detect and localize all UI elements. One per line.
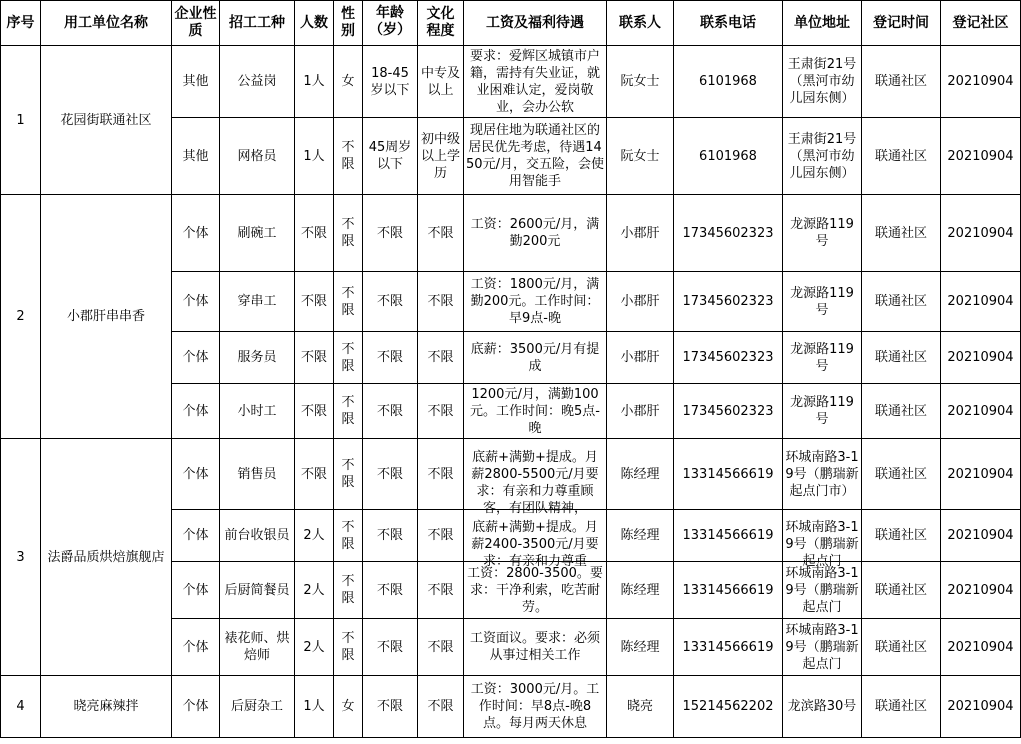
salary-cell xyxy=(464,46,607,118)
table-row xyxy=(1,195,1021,272)
reg-time-text: 联通社区 xyxy=(874,528,927,543)
nature-text: 个体 xyxy=(182,528,209,543)
gender-text: 女 xyxy=(341,74,355,89)
count-cell xyxy=(295,118,334,195)
salary-cell xyxy=(464,384,607,439)
community-text: 20210904 xyxy=(947,294,1014,309)
nature-text: 其他 xyxy=(182,74,209,89)
education-cell xyxy=(418,332,464,384)
count-text: 不限 xyxy=(300,350,327,365)
count-cell xyxy=(295,676,334,738)
phone-text: 13314566619 xyxy=(682,639,774,655)
community-text: 20210904 xyxy=(947,582,1014,598)
header-row xyxy=(1,1,1021,46)
education-text: 不限 xyxy=(427,699,454,714)
phone-text: 15214562202 xyxy=(682,699,774,714)
index-cell: 1 xyxy=(1,46,41,195)
count-text: 不限 xyxy=(300,225,327,241)
community-cell xyxy=(941,384,1021,439)
nature-cell xyxy=(172,118,220,195)
job-cell xyxy=(220,118,295,195)
count-text: 不限 xyxy=(300,294,327,309)
company-cell: 法爵品质烘焙旗舰店 xyxy=(41,439,172,676)
nature-cell xyxy=(172,384,220,439)
age-cell xyxy=(363,384,418,439)
contact-cell xyxy=(607,272,674,332)
count-cell xyxy=(295,195,334,272)
phone-text: 6101968 xyxy=(699,148,757,164)
phone-text: 13314566619 xyxy=(682,582,774,598)
contact-cell xyxy=(607,46,674,118)
header-address: 单位地址 xyxy=(783,1,862,46)
nature-cell xyxy=(172,195,220,272)
contact-cell xyxy=(607,332,674,384)
gender-cell xyxy=(334,272,363,332)
gender-text: 不限 xyxy=(341,285,355,318)
phone-cell xyxy=(674,439,783,510)
phone-cell xyxy=(674,272,783,332)
count-text: 1人 xyxy=(303,148,325,164)
gender-text: 不限 xyxy=(341,519,355,552)
phone-text: 17345602323 xyxy=(682,294,774,309)
salary-cell xyxy=(464,562,607,619)
phone-text: 17345602323 xyxy=(682,225,774,241)
header-reg-time: 登记时间 xyxy=(862,1,941,46)
education-text: 不限 xyxy=(427,582,454,598)
salary-text: 工资面议。要求：必须从事过相关工作 xyxy=(469,631,600,663)
gender-text: 不限 xyxy=(341,217,355,249)
reg-time-cell xyxy=(862,510,941,562)
reg-time-cell xyxy=(862,619,941,676)
reg-time-text: 联通社区 xyxy=(874,466,927,482)
gender-text: 不限 xyxy=(341,458,355,490)
gender-cell xyxy=(334,384,363,439)
salary-cell xyxy=(464,619,607,676)
education-text: 不限 xyxy=(427,403,454,419)
reg-time-cell xyxy=(862,332,941,384)
gender-text: 不限 xyxy=(341,395,355,427)
education-cell xyxy=(418,619,464,676)
community-text: 20210904 xyxy=(947,639,1014,655)
education-cell xyxy=(418,195,464,272)
phone-text: 17345602323 xyxy=(682,350,774,365)
phone-cell xyxy=(674,619,783,676)
nature-cell xyxy=(172,562,220,619)
contact-text: 小郡肝 xyxy=(620,294,660,309)
age-text: 不限 xyxy=(376,528,403,543)
job-cell xyxy=(220,272,295,332)
address-cell xyxy=(783,332,862,384)
table-row xyxy=(1,46,1021,118)
contact-cell xyxy=(607,562,674,619)
salary-text: 底薪+满勤+提成。月薪2800-5500元/月要求：有亲和力尊重顾客，有团队精神， xyxy=(471,449,599,516)
gender-text: 不限 xyxy=(341,341,355,374)
job-text: 公益岗 xyxy=(237,74,277,89)
address-text: 龙源路119号 xyxy=(790,217,854,249)
gender-cell xyxy=(334,332,363,384)
company-cell: 小郡肝串串香 xyxy=(41,195,172,439)
job-text: 后厨简餐员 xyxy=(224,582,290,598)
header-phone: 联系电话 xyxy=(674,1,783,46)
address-text: 环城南路3-19号（鹏瑞新起点门 xyxy=(785,565,859,615)
reg-time-cell xyxy=(862,384,941,439)
age-cell xyxy=(363,332,418,384)
community-cell xyxy=(941,619,1021,676)
header-age-text: 年龄（岁） xyxy=(369,5,411,38)
count-cell xyxy=(295,46,334,118)
salary-cell xyxy=(464,195,607,272)
reg-time-text: 联通社区 xyxy=(874,582,927,598)
job-text: 小时工 xyxy=(237,403,277,419)
salary-text: 工资：2600元/月，满勤200元 xyxy=(470,217,600,249)
count-cell xyxy=(295,562,334,619)
count-cell xyxy=(295,384,334,439)
age-text: 45周岁以下 xyxy=(368,140,412,172)
table-body xyxy=(1,46,1021,738)
job-text: 网格员 xyxy=(237,148,277,164)
community-cell xyxy=(941,676,1021,738)
community-cell xyxy=(941,118,1021,195)
gender-cell xyxy=(334,676,363,738)
company-cell: 花园街联通社区 xyxy=(41,46,172,195)
job-cell xyxy=(220,619,295,676)
community-text: 20210904 xyxy=(947,528,1014,543)
header-contact: 联系人 xyxy=(607,1,674,46)
community-cell xyxy=(941,562,1021,619)
phone-text: 17345602323 xyxy=(682,403,774,419)
reg-time-text: 联通社区 xyxy=(874,350,927,365)
phone-cell xyxy=(674,46,783,118)
gender-cell xyxy=(334,619,363,676)
phone-cell xyxy=(674,195,783,272)
reg-time-text: 联通社区 xyxy=(874,74,927,89)
gender-cell xyxy=(334,46,363,118)
age-text: 不限 xyxy=(376,350,403,365)
gender-text: 女 xyxy=(341,699,355,714)
address-cell xyxy=(783,272,862,332)
reg-time-cell xyxy=(862,195,941,272)
salary-cell xyxy=(464,272,607,332)
header-company: 用工单位名称 xyxy=(41,1,172,46)
contact-text: 晓亮 xyxy=(626,699,653,714)
job-cell xyxy=(220,384,295,439)
education-text: 不限 xyxy=(427,466,454,482)
gender-text: 不限 xyxy=(341,631,355,663)
age-text: 不限 xyxy=(376,225,403,241)
education-text: 不限 xyxy=(427,294,454,309)
count-cell xyxy=(295,510,334,562)
table-row xyxy=(1,439,1021,510)
contact-cell xyxy=(607,676,674,738)
gender-text: 不限 xyxy=(341,140,355,172)
count-text: 不限 xyxy=(300,403,327,419)
index-cell: 4 xyxy=(1,676,41,738)
address-cell xyxy=(783,118,862,195)
phone-cell xyxy=(674,384,783,439)
count-cell xyxy=(295,619,334,676)
job-cell xyxy=(220,676,295,738)
contact-cell xyxy=(607,510,674,562)
age-cell xyxy=(363,562,418,619)
job-text: 穿串工 xyxy=(237,294,277,309)
salary-text: 工资：2800-3500。要求：干净利索，吃苦耐劳。 xyxy=(467,565,603,615)
address-cell xyxy=(783,562,862,619)
reg-time-text: 联通社区 xyxy=(874,639,927,655)
reg-time-text: 联通社区 xyxy=(874,699,927,714)
reg-time-cell xyxy=(862,562,941,619)
reg-time-text: 联通社区 xyxy=(874,403,927,419)
salary-cell xyxy=(464,510,607,569)
nature-text: 个体 xyxy=(182,294,209,309)
salary-cell xyxy=(464,118,607,195)
community-text: 20210904 xyxy=(947,225,1014,241)
education-cell xyxy=(418,272,464,332)
education-text: 初中级以上学历 xyxy=(420,131,460,181)
community-cell xyxy=(941,272,1021,332)
age-text: 不限 xyxy=(376,639,403,655)
address-cell xyxy=(783,439,862,510)
reg-time-text: 联通社区 xyxy=(874,225,927,241)
address-text: 环城南路3-19号（鹏瑞新起点门 xyxy=(785,622,859,672)
age-cell xyxy=(363,619,418,676)
address-text: 王肃街21号（黑河市幼儿园东侧） xyxy=(787,131,857,181)
age-text: 不限 xyxy=(376,699,403,714)
age-cell xyxy=(363,195,418,272)
contact-cell xyxy=(607,384,674,439)
nature-text: 个体 xyxy=(182,639,209,655)
contact-cell xyxy=(607,619,674,676)
age-cell xyxy=(363,510,418,562)
contact-cell xyxy=(607,439,674,510)
job-cell xyxy=(220,46,295,118)
salary-cell xyxy=(464,332,607,384)
salary-text: 底薪+满勤+提成。月薪2400-3500元/月要求：有亲和力尊重 xyxy=(471,519,599,569)
address-cell xyxy=(783,195,862,272)
nature-text: 个体 xyxy=(182,403,209,419)
contact-text: 小郡肝 xyxy=(620,403,660,419)
nature-text: 个体 xyxy=(182,225,209,241)
address-text: 龙源路119号 xyxy=(790,395,854,427)
phone-cell xyxy=(674,332,783,384)
education-text: 不限 xyxy=(427,350,454,365)
table-row xyxy=(1,676,1021,738)
contact-cell xyxy=(607,195,674,272)
nature-cell xyxy=(172,439,220,510)
job-cell xyxy=(220,332,295,384)
reg-time-cell xyxy=(862,46,941,118)
reg-time-cell xyxy=(862,272,941,332)
phone-text: 6101968 xyxy=(699,74,757,89)
education-cell xyxy=(418,118,464,195)
phone-cell xyxy=(674,562,783,619)
contact-text: 阮女士 xyxy=(620,74,660,89)
education-cell xyxy=(418,562,464,619)
education-cell xyxy=(418,439,464,510)
education-cell xyxy=(418,676,464,738)
gender-cell xyxy=(334,118,363,195)
education-cell xyxy=(418,384,464,439)
phone-text: 13314566619 xyxy=(682,466,774,482)
gender-cell xyxy=(334,562,363,619)
job-cell xyxy=(220,195,295,272)
education-cell xyxy=(418,510,464,562)
age-text: 不限 xyxy=(376,294,403,309)
nature-text: 其他 xyxy=(182,148,209,164)
contact-text: 阮女士 xyxy=(620,148,660,164)
header-gender: 性别 xyxy=(334,1,363,46)
nature-cell xyxy=(172,619,220,676)
count-text: 2人 xyxy=(303,528,325,543)
phone-cell xyxy=(674,676,783,738)
salary-text: 现居住地为联通社区的居民优先考虑，待遇1450元/月，交五险，会使用智能手 xyxy=(466,123,604,189)
address-cell xyxy=(783,676,862,738)
reg-time-cell xyxy=(862,439,941,510)
count-cell xyxy=(295,439,334,510)
header-job: 招工工种 xyxy=(220,1,295,46)
community-cell xyxy=(941,195,1021,272)
education-text: 不限 xyxy=(427,639,454,655)
nature-text: 个体 xyxy=(182,699,209,714)
age-cell xyxy=(363,439,418,510)
reg-time-text: 联通社区 xyxy=(874,294,927,309)
age-text: 不限 xyxy=(376,582,403,598)
community-cell xyxy=(941,46,1021,118)
address-text: 王肃街21号（黑河市幼儿园东侧） xyxy=(787,57,857,106)
address-text: 环城南路3-19号（鹏瑞新起点门 xyxy=(785,519,859,569)
address-text: 龙源路119号 xyxy=(790,285,854,318)
education-text: 不限 xyxy=(427,225,454,241)
age-text: 不限 xyxy=(376,403,403,419)
index-cell: 3 xyxy=(1,439,41,676)
address-text: 龙源路119号 xyxy=(790,341,854,374)
gender-cell xyxy=(334,439,363,510)
reg-time-cell xyxy=(862,676,941,738)
age-cell xyxy=(363,46,418,118)
salary-text: 1200元/月，满勤100元。工作时间：晚5点-晚 xyxy=(470,386,600,436)
salary-cell xyxy=(464,439,607,516)
nature-text: 个体 xyxy=(182,582,209,598)
count-text: 2人 xyxy=(303,582,325,598)
age-text: 18-45岁以下 xyxy=(370,65,410,98)
count-text: 2人 xyxy=(303,639,325,655)
education-text: 不限 xyxy=(427,528,454,543)
job-cell xyxy=(220,439,295,510)
nature-cell xyxy=(172,510,220,562)
nature-cell xyxy=(172,676,220,738)
community-text: 20210904 xyxy=(947,466,1014,482)
count-text: 不限 xyxy=(300,466,327,482)
job-text: 裱花师、烘焙师 xyxy=(224,631,290,663)
contact-text: 陈经理 xyxy=(620,466,660,482)
company-cell: 晓亮麻辣拌 xyxy=(41,676,172,738)
header-education: 文化程度 xyxy=(418,1,464,46)
phone-cell xyxy=(674,118,783,195)
job-text: 刷碗工 xyxy=(237,225,277,241)
education-cell xyxy=(418,46,464,118)
index-cell: 2 xyxy=(1,195,41,439)
phone-text: 13314566619 xyxy=(682,528,774,543)
salary-cell xyxy=(464,676,607,738)
address-text: 龙滨路30号 xyxy=(787,699,857,714)
community-cell xyxy=(941,332,1021,384)
gender-cell xyxy=(334,195,363,272)
community-text: 20210904 xyxy=(947,148,1014,164)
count-cell xyxy=(295,272,334,332)
education-text: 中专及以上 xyxy=(420,65,460,98)
community-text: 20210904 xyxy=(947,403,1014,419)
address-cell xyxy=(783,510,862,569)
age-cell xyxy=(363,272,418,332)
age-cell xyxy=(363,676,418,738)
community-text: 20210904 xyxy=(947,699,1014,714)
header-community: 登记社区 xyxy=(941,1,1021,46)
community-text: 20210904 xyxy=(947,74,1014,89)
nature-cell xyxy=(172,272,220,332)
job-text: 前台收银员 xyxy=(224,528,290,543)
reg-time-cell xyxy=(862,118,941,195)
header-index: 序号 xyxy=(1,1,41,46)
job-cell xyxy=(220,510,295,562)
address-cell xyxy=(783,384,862,439)
job-cell xyxy=(220,562,295,619)
header-age xyxy=(363,1,418,46)
address-text: 环城南路3-19号（鹏瑞新起点门市） xyxy=(785,449,859,499)
header-count: 人数 xyxy=(295,1,334,46)
gender-text: 不限 xyxy=(341,574,355,606)
contact-text: 小郡肝 xyxy=(620,350,660,365)
contact-text: 陈经理 xyxy=(620,528,660,543)
phone-cell xyxy=(674,510,783,562)
nature-text: 个体 xyxy=(182,350,209,365)
nature-cell xyxy=(172,46,220,118)
salary-text: 底薪：3500元/月有提成 xyxy=(470,341,600,374)
header-salary: 工资及福利待遇 xyxy=(464,1,607,46)
address-cell xyxy=(783,46,862,118)
age-cell xyxy=(363,118,418,195)
community-text: 20210904 xyxy=(947,350,1014,365)
contact-cell xyxy=(607,118,674,195)
job-text: 服务员 xyxy=(237,350,277,365)
job-text: 销售员 xyxy=(237,466,277,482)
job-text: 后厨杂工 xyxy=(230,699,283,714)
salary-text: 工资：3000元/月。工作时间：早8点-晚8点。每月两天休息 xyxy=(470,682,600,731)
nature-text: 个体 xyxy=(182,466,209,482)
salary-text: 工资：1800元/月，满勤200元。工作时间：早9点-晚 xyxy=(470,277,600,326)
reg-time-text: 联通社区 xyxy=(874,148,927,164)
contact-text: 陈经理 xyxy=(620,582,660,598)
header-nature: 企业性质 xyxy=(172,1,220,46)
salary-text: 要求：爱辉区城镇市户籍，需持有失业证，就业困难认定，爱岗敬业，会办公软 xyxy=(469,48,600,115)
community-cell xyxy=(941,510,1021,562)
community-cell xyxy=(941,439,1021,510)
count-text: 1人 xyxy=(303,74,325,89)
age-text: 不限 xyxy=(376,466,403,482)
contact-text: 陈经理 xyxy=(620,639,660,655)
gender-cell xyxy=(334,510,363,562)
contact-text: 小郡肝 xyxy=(620,225,660,241)
address-cell xyxy=(783,619,862,676)
count-text: 1人 xyxy=(303,699,325,714)
count-cell xyxy=(295,332,334,384)
nature-cell xyxy=(172,332,220,384)
